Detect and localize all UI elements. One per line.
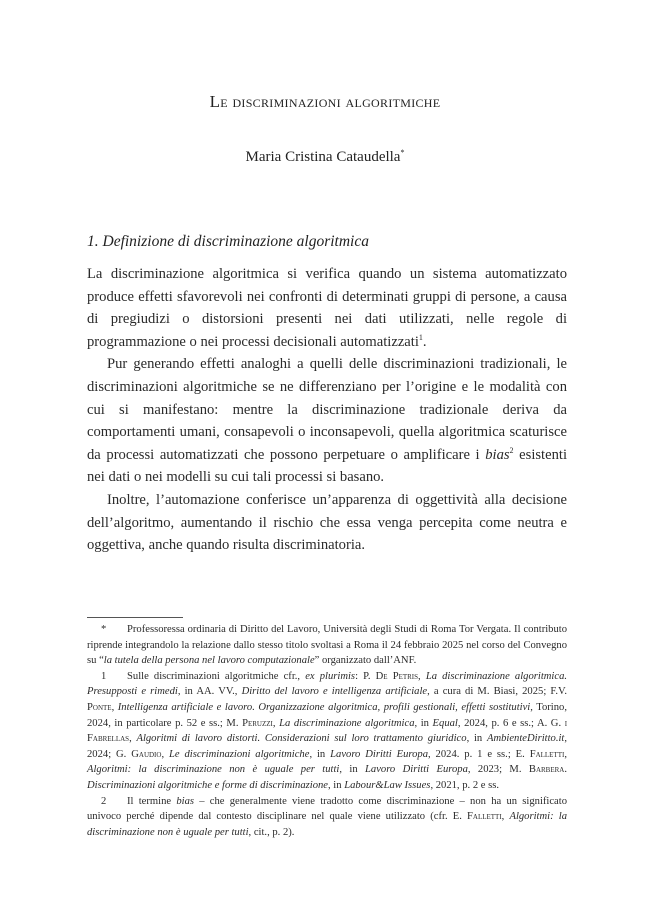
footnote-text: ,: [161, 748, 169, 760]
cited-journal: Labour&Law Issues: [344, 779, 431, 791]
cited-title: Algoritmi: la discriminazione non è uguale per tutti: [87, 811, 567, 838]
footnote-ref-2[interactable]: 2: [509, 445, 514, 455]
author-footnote-mark[interactable]: *: [400, 148, 405, 157]
footnote-number: 2: [101, 795, 107, 807]
cited-title: Le discriminazioni algoritmiche: [168, 748, 310, 760]
footnote-text: , in: [339, 764, 366, 776]
article-title: Le discriminazioni algoritmiche: [209, 92, 441, 111]
section-heading: 1. Definizione di discriminazione algoritmica: [87, 233, 369, 250]
paragraph-text: .: [422, 333, 427, 350]
footnote-text: , 2024; G.: [87, 733, 568, 760]
cited-author: De Petris: [375, 670, 419, 682]
paragraph-2: [87, 353, 567, 489]
footnote-text: , in: [466, 733, 487, 745]
cited-title: Algoritmi: la discriminazione non è uguale per tutti: [87, 764, 340, 776]
cited-author: Gaudio: [131, 748, 162, 760]
paragraph-text: La discriminazione algoritmica si verifica quando un sistema automatizzato produce effetti sfavorevoli nei confronti di determinati gruppi di persone, a causa di pregiudizi o distorsioni presenti nei dati utilizzati, nelle regole di programmazione o nei processi decisionali automatizzati: [87, 266, 567, 350]
cited-author: i Fabrellas: [87, 717, 568, 745]
footnote-text: ,: [272, 717, 280, 729]
footnote-text: – che generalmente viene tradotto come discriminazione – non ha un significato univoco perché dipende dal contesto disciplinare nel quale viene utilizzato (cfr. E.: [87, 795, 568, 823]
footnote-text: ” organizzato dall’ANF.: [314, 655, 417, 667]
footnote-text: ,: [129, 733, 137, 745]
footnote-text: Il termine: [127, 795, 177, 807]
cited-journal: Lavoro Diritti Europa: [330, 748, 429, 760]
footnote-text: la tutela della persona nel lavoro computazionale: [103, 655, 315, 667]
paragraph-text: esistenti nei dati o nei modelli su cui tali processi si basano.: [87, 446, 567, 486]
footnote-text: , 2023; M.: [467, 764, 529, 776]
cited-journal: AmbienteDiritto.it: [486, 733, 565, 745]
footnote-text: ,: [418, 670, 426, 682]
footnote-text: , in: [328, 779, 345, 791]
cited-author: Peruzzi: [242, 717, 273, 729]
term-bias: bias: [485, 446, 510, 463]
cited-title: Intelligenza artificiale e lavoro. Organizzazione algoritmica, profili gestionali, effetti sostitutivi: [117, 701, 531, 713]
footnote-text: , Torino, 2024, in particolare p. 52 e ss.; M.: [87, 701, 567, 729]
footnote-text: ,: [501, 811, 510, 823]
footnote-2: [87, 794, 567, 841]
cited-author: Falletti: [529, 748, 565, 760]
cited-title: La discriminazione algoritmica: [279, 717, 415, 729]
footnote-text: , 2024, p. 6 e ss.; A. G.: [457, 717, 565, 729]
footnote-text: , in AA. VV.,: [177, 686, 242, 698]
paragraph-1: [87, 263, 567, 353]
footnote-author: [87, 622, 567, 669]
body-text: [87, 263, 567, 557]
cited-journal: Lavoro Diritti Europa: [365, 764, 468, 776]
footnote-text: , 2021, p. 2 e ss.: [430, 779, 500, 791]
footnote-text: Professoressa ordinaria di Diritto del Lavoro, Università degli Studi di Roma Tor Vergata. Il contributo riprende integrandolo la relazione dallo stesso titolo svoltasi a Roma il 24 febbraio 2025 nel corso del Convegno su “: [87, 624, 567, 667]
footnote-text: ,: [564, 748, 568, 760]
footnote-1: [87, 669, 567, 794]
footnote-text: ex plurimis: [305, 670, 356, 682]
author-name: Maria Cristina Cataudella: [245, 149, 401, 165]
footnote-number: 1: [101, 670, 107, 682]
cited-author: Falletti: [467, 811, 502, 823]
footnote-text: , 2024. p. 1 e ss.; E.: [428, 748, 530, 760]
footnote-text: , cit., p. 2).: [248, 826, 295, 838]
author-line: [0, 148, 650, 166]
cited-title: Diritto del lavoro e intelligenza artificiale: [241, 686, 428, 698]
cited-title: La discriminazione algoritmica. Presupposti e rimedi: [87, 670, 568, 698]
footnote-ref-1[interactable]: 1: [418, 332, 423, 342]
cited-author: Barbera: [528, 764, 565, 776]
footnotes: [87, 622, 567, 840]
cited-journal: Equal: [432, 717, 458, 729]
footnote-text: Sulle discriminazioni algoritmiche cfr.,: [127, 670, 306, 682]
paragraph-text: Pur generando effetti analoghi a quelli delle discriminazioni tradizionali, le discriminazioni algoritmiche se ne differenziano per l’origine e le modalità con cui si manifestano: mentre la discriminazione tradizionale deriva da comportamenti umani, consapevoli o inconsapevoli, quella algoritmica scaturisce da processi automatizzati che possono perpetuare o amplificare i: [87, 356, 567, 463]
paragraph-3: Inoltre, l’automazione conferisce un’apparenza di oggettività alla decisione dell’algoritmo, aumentando il rischio che essa venga percepita come neutra e oggettiva, anche quando risulta discriminatoria.: [87, 491, 567, 554]
footnote-text: : P.: [355, 670, 376, 682]
footnote-text: , in: [414, 717, 433, 729]
footnote-mark: *: [101, 624, 107, 635]
footnote-text: bias: [176, 795, 194, 807]
footnote-separator: [87, 617, 183, 618]
footnote-text: , in: [309, 748, 331, 760]
cited-title: Discriminazioni algoritmiche e forme di discriminazione: [87, 779, 328, 791]
footnote-text: , a cura di M. Biasi, 2025; F.V.: [427, 686, 567, 698]
footnote-text: ,: [111, 701, 118, 713]
footnote-text: .: [564, 764, 567, 776]
cited-author: Ponte: [87, 701, 112, 713]
cited-title: Algoritmi di lavoro distorti. Considerazioni sul loro trattamento giuridico: [136, 733, 467, 745]
